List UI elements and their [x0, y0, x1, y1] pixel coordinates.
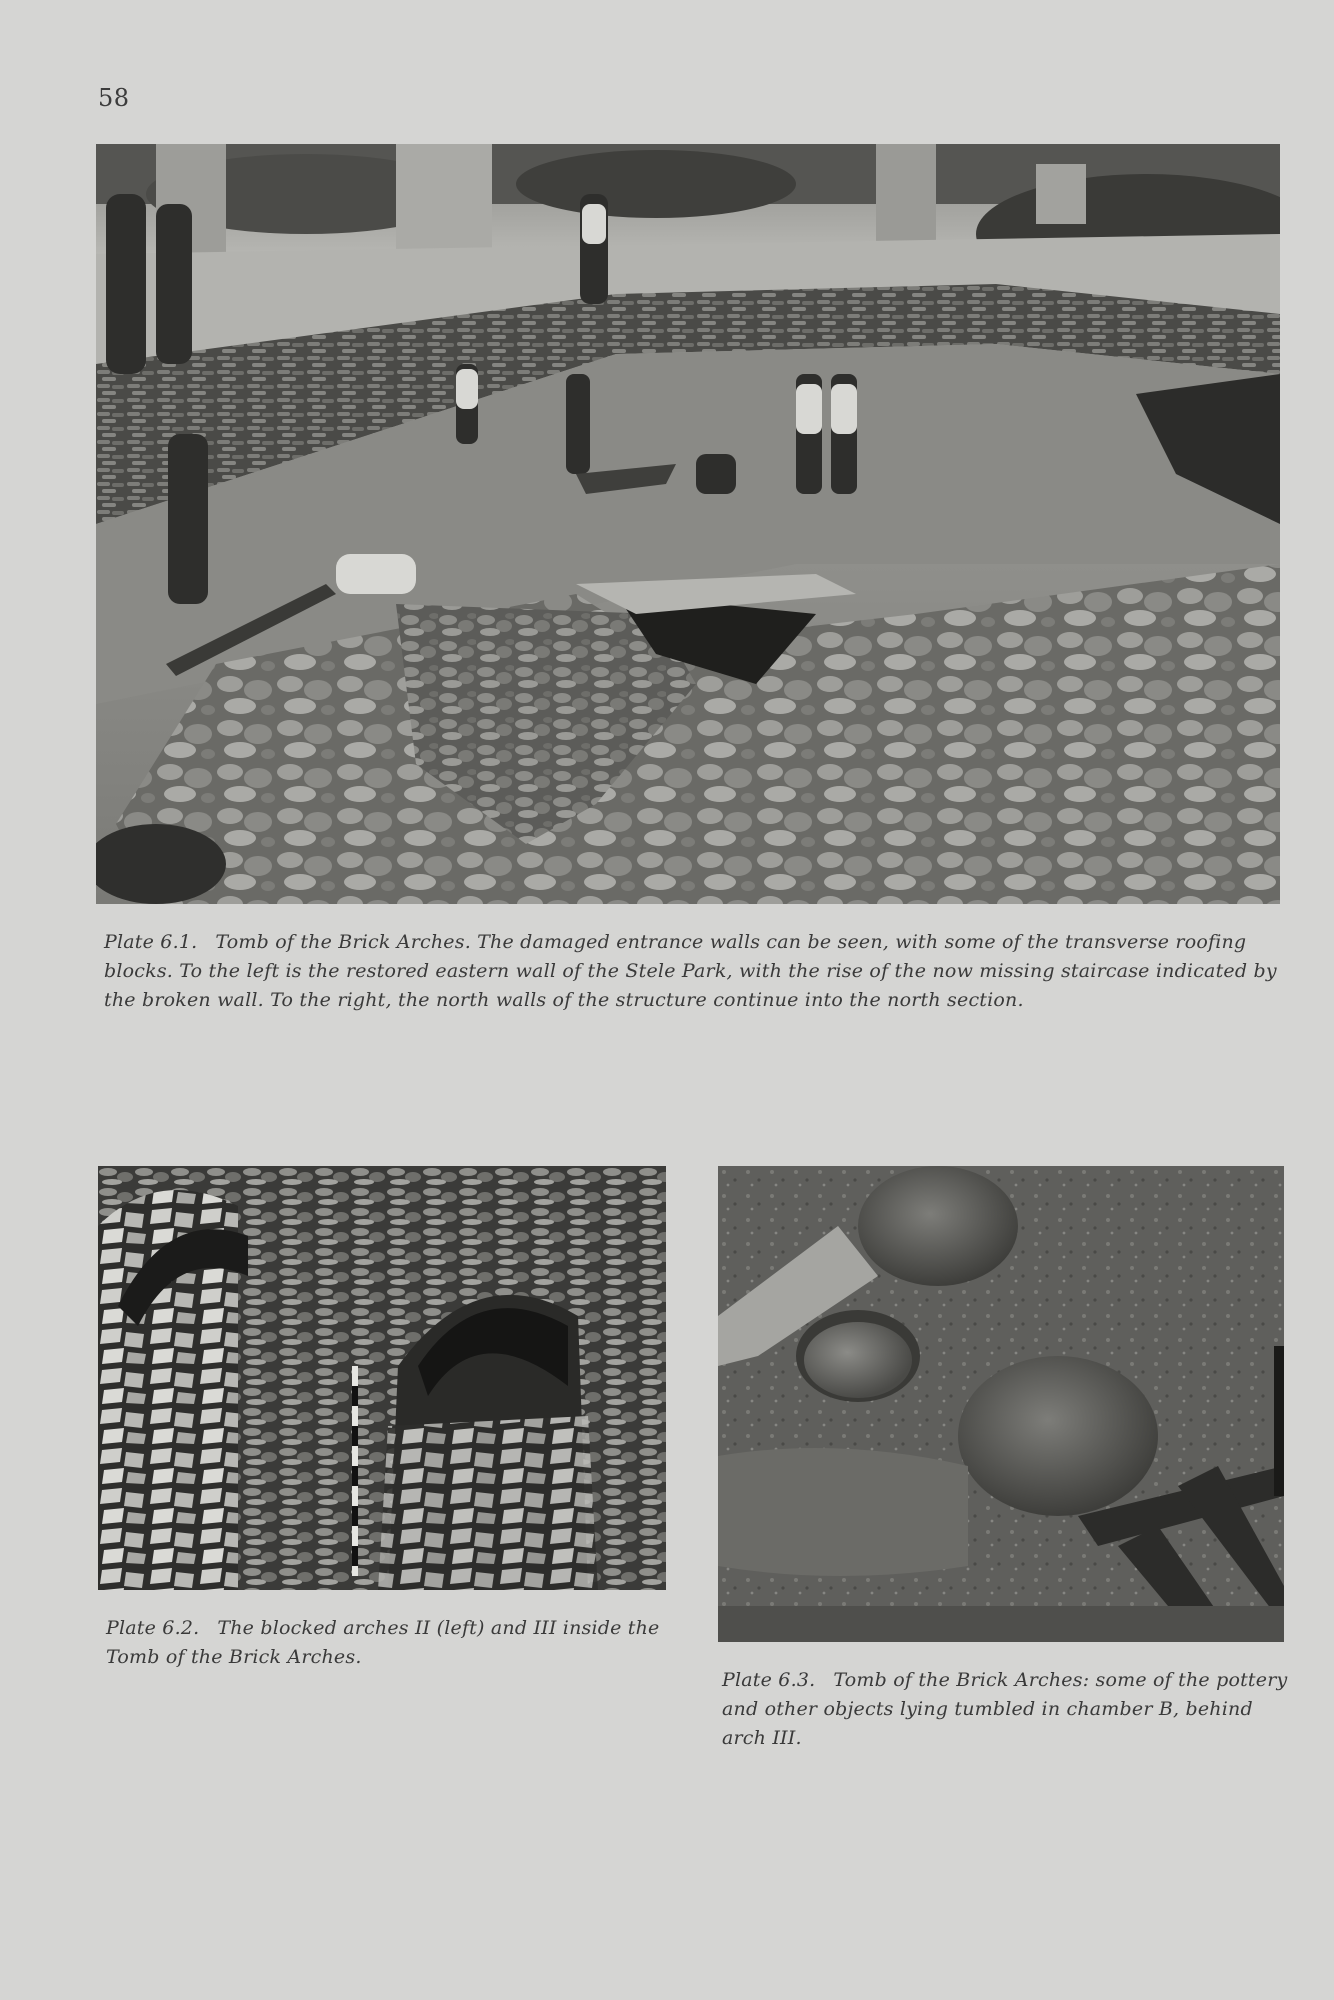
- plate-6-1-caption: [104, 928, 1282, 1015]
- plate-6-2-photo: [98, 1166, 666, 1590]
- plate-6-1-photo: [96, 144, 1280, 904]
- plate-6-3-photo: [718, 1166, 1284, 1642]
- page-number: 58: [98, 84, 130, 112]
- plate-caption-text: Tomb of the Brick Arches. The damaged entrance walls can be seen, with some of the transverse roofing blocks. To the left is the restored eastern wall of the Stele Park, with the rise of the now missing staircase indicated by the broken wall. To the right, the north walls of the structure continue into the north section.: [104, 931, 1277, 1011]
- plate-label: Plate 6.3.: [722, 1669, 816, 1691]
- plate-6-3-caption: [722, 1666, 1288, 1753]
- plate-label: Plate 6.1.: [104, 931, 198, 953]
- plate-caption-text: Tomb of the Brick Arches: some of the pottery and other objects lying tumbled in chamber B, behind arch III.: [722, 1669, 1288, 1749]
- plate-6-2-caption: [106, 1614, 666, 1672]
- plate-caption-text: The blocked arches II (left) and III inside the Tomb of the Brick Arches.: [106, 1617, 660, 1668]
- plate-label: Plate 6.2.: [106, 1617, 200, 1639]
